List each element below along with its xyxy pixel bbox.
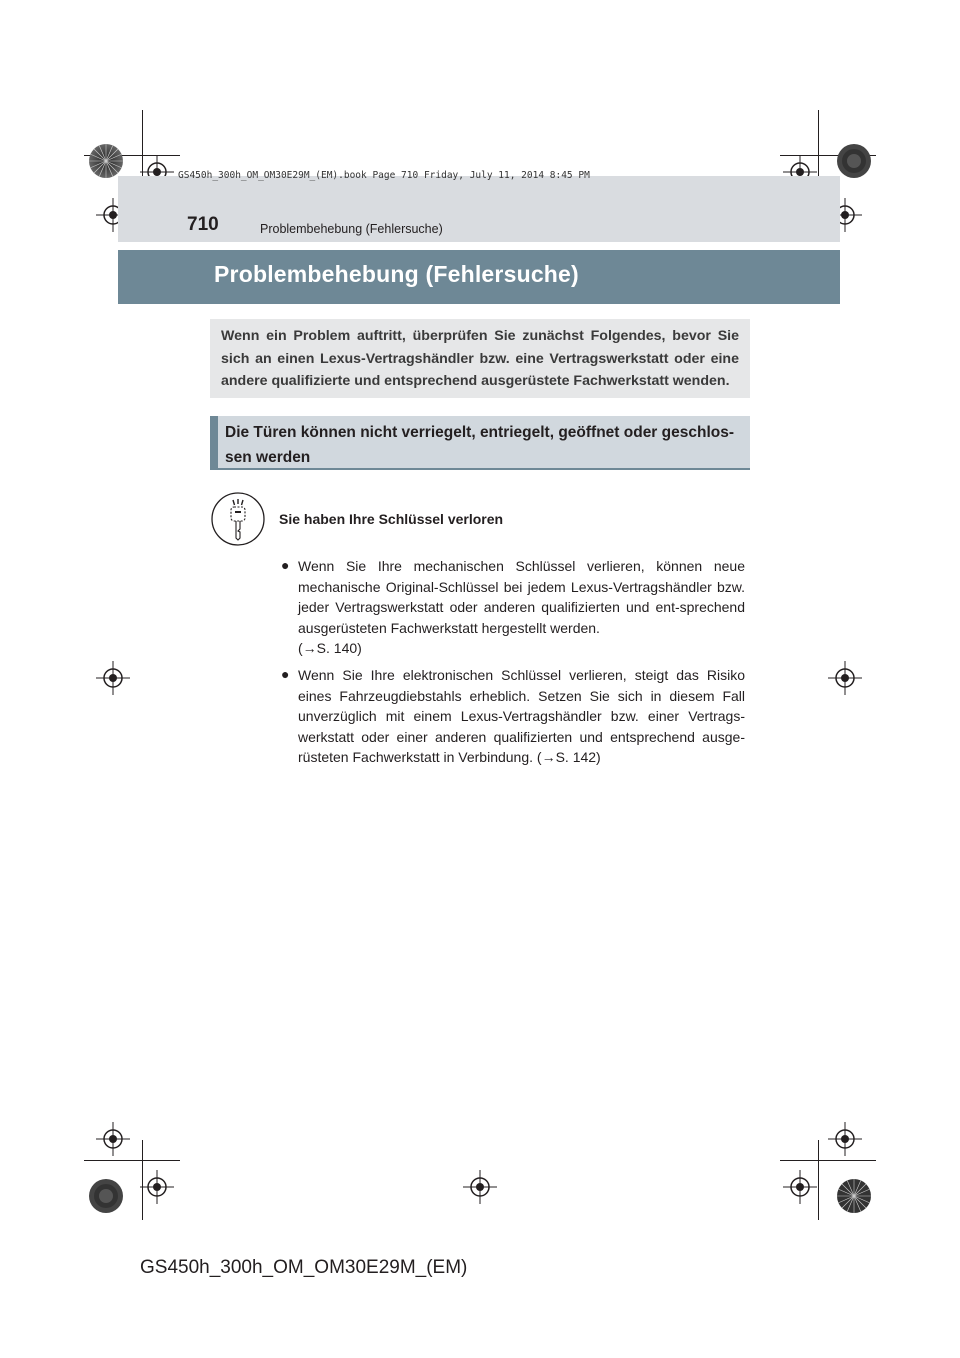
page-number: 710 [187, 214, 219, 235]
page-title: Problembehebung (Fehlersuche) [214, 261, 579, 287]
subheading: Sie haben Ihre Schlüssel verloren [279, 511, 504, 527]
footer-document-code: GS450h_300h_OM_OM30E29M_(EM) [140, 1257, 468, 1278]
color-rosette-icon [88, 1178, 124, 1214]
list-item [298, 556, 745, 659]
registration-mark-icon [140, 1170, 174, 1204]
bullet-icon: ● [281, 666, 290, 682]
intro-text: Wenn ein Problem auftritt, überprüfen Sie zunächst Folgendes, bevor Sie sich an einen Lexus-Vertragshändler bzw. eine Vertragswerkstatt oder eine andere qualifizierte und entsprechend ausgerüstete Fachwerkstatt wenden. [221, 328, 739, 389]
registration-mark-icon [96, 1122, 130, 1156]
color-rosette-icon [88, 143, 124, 179]
registration-mark-icon [96, 661, 130, 695]
intro-box [210, 319, 750, 398]
list-item-text: Wenn Sie Ihre elektronischen Schlüssel verlieren, steigt das Risiko eines Fahrzeugdiebstahls erheblich. Setzen Sie sich in diesem Fall unverzüglich mit einem Lexus-Vertragshändler bzw. einer Vertrags-werkstatt oder einer anderen qualifizierten und entsprechend ausge-rüsteten Fachwerkstatt in Verbindung. [298, 667, 745, 765]
registration-mark-icon [783, 1170, 817, 1204]
header-band [118, 176, 840, 242]
registration-mark-icon [463, 1170, 497, 1204]
key-icon [211, 492, 265, 546]
page-reference-link[interactable]: (→S. 142) [536, 749, 601, 765]
list-item [298, 665, 745, 768]
section-heading-line1: Die Türen können nicht verriegelt, entriegelt, geöffnet oder geschlos- [225, 424, 735, 441]
section-heading-line2: sen werden [225, 449, 311, 466]
book-info: GS450h_300h_OM_OM30E29M_(EM).book Page 710 Friday, July 11, 2014 8:45 PM [178, 170, 590, 181]
registration-mark-icon [828, 661, 862, 695]
section-heading [225, 420, 744, 470]
color-rosette-icon [836, 1178, 872, 1214]
running-head: Problembehebung (Fehlersuche) [260, 222, 443, 236]
color-rosette-icon [836, 143, 872, 179]
page-reference-link[interactable]: (→S. 140) [298, 640, 362, 656]
title-bar [118, 250, 840, 304]
bullet-icon: ● [281, 557, 290, 573]
section-heading-box [210, 416, 750, 470]
list-item-text: Wenn Sie Ihre mechanischen Schlüssel verlieren, können neue mechanische Original-Schlüssel bei jedem Lexus-Vertragshändler bzw. jeder Vertragswerkstatt oder anderen qualifizierten und ent-sprechend ausgerüsteten Fachwerkstatt hergestellt werden. [298, 558, 745, 636]
registration-mark-icon [828, 1122, 862, 1156]
